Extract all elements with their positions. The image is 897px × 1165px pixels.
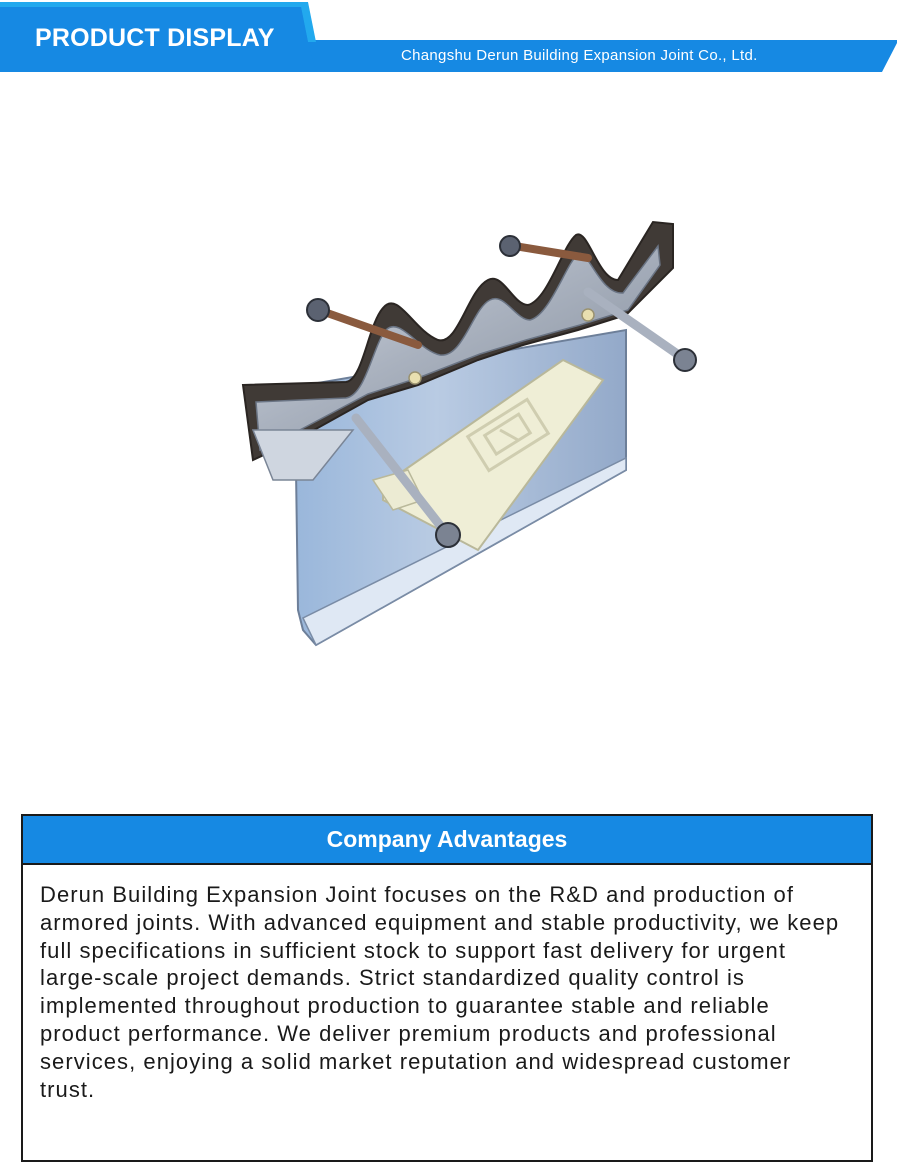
page-title: PRODUCT DISPLAY [35,24,275,52]
product-photo [178,140,758,725]
company-advantages-panel [21,814,873,1162]
header-banner [0,0,897,72]
advantages-text: Derun Building Expansion Joint focuses on the R&D and production of armored joints. With advanced equipment and stable productivity, we keep full specifications in sufficient stock to support fast delivery for urgent large-scale project demands. Strict standardized quality control is implemented throughout production to guarantee stable and reliable product performance. We deliver premium products and professional services, enjoying a solid market reputation and widespread customer trust. [40,882,840,1102]
advantages-heading: Company Advantages [23,816,871,865]
expansion-joint-icon [178,140,758,725]
company-name: Changshu Derun Building Expansion Joint Co., Ltd. [401,47,758,64]
